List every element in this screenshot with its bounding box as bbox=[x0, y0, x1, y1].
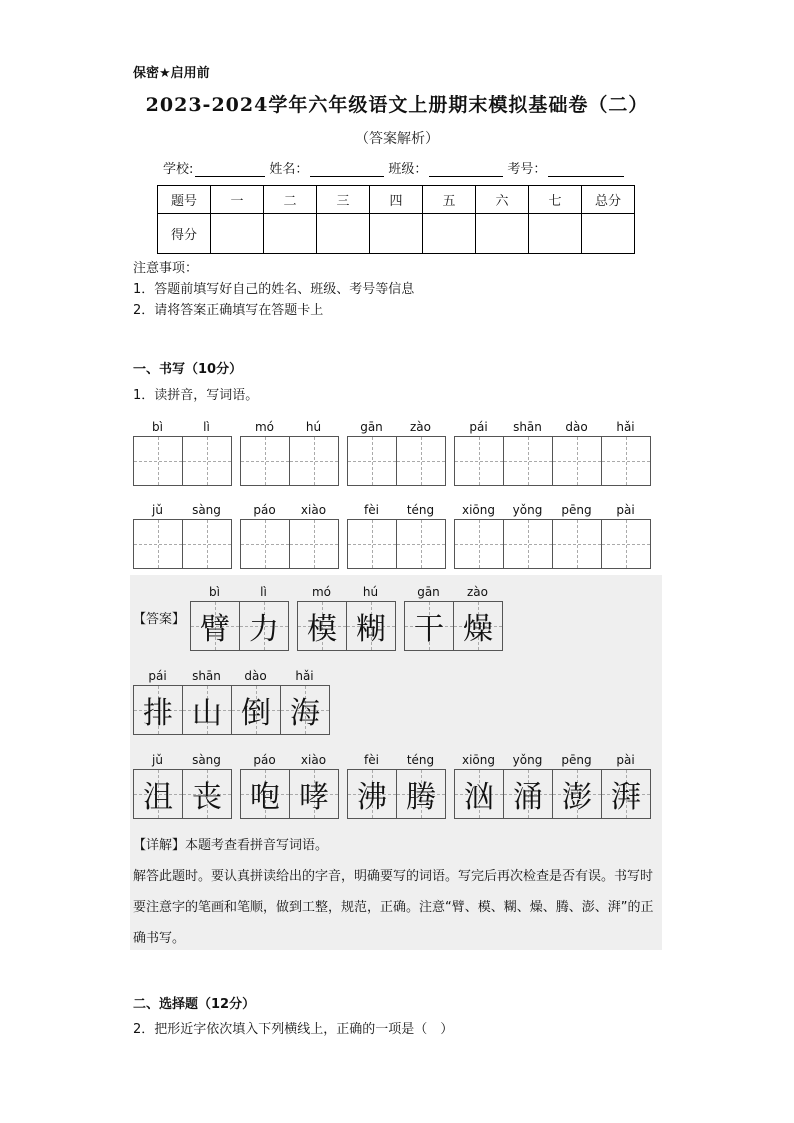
column-1: 一 bbox=[211, 186, 264, 214]
answer-box bbox=[290, 770, 339, 818]
score-table-score-row bbox=[158, 214, 635, 254]
writing-box[interactable] bbox=[348, 520, 397, 568]
pinyin: sàng bbox=[192, 753, 221, 767]
answer-char: 模 bbox=[307, 612, 337, 647]
column-total: 总分 bbox=[582, 186, 635, 214]
writing-box[interactable] bbox=[455, 520, 504, 568]
answer-char: 排 bbox=[143, 696, 173, 731]
question-2: 2．把形近字依次填入下列横线上，正确的一项是（ ） bbox=[133, 1022, 454, 1037]
answer-char: 丧 bbox=[192, 780, 222, 815]
answer-char: 倒 bbox=[241, 696, 271, 731]
pinyin: páo bbox=[253, 753, 276, 767]
writing-box[interactable] bbox=[290, 437, 339, 485]
answer-char: 臂 bbox=[200, 612, 230, 647]
answer-box bbox=[298, 602, 347, 650]
score-table bbox=[157, 185, 635, 254]
exam-number-label: 考号： bbox=[507, 162, 547, 177]
name-label: 姓名： bbox=[269, 162, 309, 177]
pinyin: pái bbox=[148, 669, 167, 683]
answer-box bbox=[191, 602, 240, 650]
pinyin: páo bbox=[253, 503, 276, 517]
score-cell[interactable] bbox=[529, 214, 582, 254]
answer-char: 涌 bbox=[513, 780, 543, 815]
pinyin: mó bbox=[311, 585, 332, 599]
answer-char: 力 bbox=[249, 612, 279, 647]
score-table-header-row bbox=[158, 186, 635, 214]
score-cell[interactable] bbox=[264, 214, 317, 254]
writing-box[interactable] bbox=[290, 520, 339, 568]
answer-group bbox=[240, 751, 339, 819]
answer-char: 沮 bbox=[143, 780, 173, 815]
writing-box[interactable] bbox=[504, 437, 553, 485]
writing-grid bbox=[133, 519, 232, 569]
pinyin: pái bbox=[469, 420, 488, 434]
pinyin-group bbox=[454, 501, 651, 569]
answer-box bbox=[455, 770, 504, 818]
answer-box bbox=[134, 686, 183, 734]
pinyin: yǒng bbox=[512, 753, 543, 767]
pinyin: gān bbox=[417, 585, 440, 599]
column-3: 三 bbox=[317, 186, 370, 214]
writing-box[interactable] bbox=[241, 520, 290, 568]
pinyin: dào bbox=[244, 669, 267, 683]
answer-grid bbox=[190, 601, 289, 651]
pinyin: mó bbox=[254, 420, 275, 434]
answer-box bbox=[232, 686, 281, 734]
pinyin: pēng bbox=[561, 753, 592, 767]
score-cell[interactable] bbox=[476, 214, 529, 254]
pinyin: hú bbox=[362, 585, 379, 599]
section-2-title: 二、选择题（12分） bbox=[133, 997, 256, 1012]
answer-char: 澎 bbox=[562, 780, 592, 815]
pinyin: bì bbox=[152, 420, 163, 434]
answer-grid bbox=[404, 601, 503, 651]
pinyin: gān bbox=[360, 420, 383, 434]
writing-box[interactable] bbox=[134, 520, 183, 568]
answer-box bbox=[405, 602, 454, 650]
answer-box bbox=[134, 770, 183, 818]
pinyin: jǔ bbox=[152, 503, 163, 517]
score-cell[interactable] bbox=[582, 214, 635, 254]
writing-box[interactable] bbox=[504, 520, 553, 568]
pinyin: shān bbox=[513, 420, 542, 434]
writing-grid bbox=[347, 436, 446, 486]
column-4: 四 bbox=[370, 186, 423, 214]
writing-grid bbox=[240, 436, 339, 486]
answer-group bbox=[404, 583, 503, 651]
school-label: 学校: bbox=[163, 162, 194, 177]
answer-group bbox=[190, 583, 289, 651]
page-title: 2023-2024学年六年级语文上册期末模拟基础卷（二） bbox=[145, 94, 649, 116]
pinyin: jǔ bbox=[152, 753, 163, 767]
pinyin: fèi bbox=[364, 503, 379, 517]
pinyin: lì bbox=[203, 420, 210, 434]
answer-box bbox=[454, 602, 503, 650]
note-item: 1．答题前填写好自己的姓名、班级、考号等信息 bbox=[133, 282, 415, 297]
answer-char: 湃 bbox=[611, 780, 641, 815]
answer-group bbox=[454, 751, 651, 819]
pinyin: lì bbox=[260, 585, 267, 599]
pinyin: pài bbox=[616, 753, 635, 767]
pinyin: téng bbox=[406, 753, 435, 767]
question-1: 1．读拼音，写词语。 bbox=[133, 388, 259, 403]
student-info-line bbox=[163, 158, 628, 177]
pinyin-group bbox=[133, 501, 232, 569]
pinyin-group bbox=[347, 501, 446, 569]
explanation-heading: 【详解】本题考查看拼音写词语。 bbox=[133, 838, 329, 853]
answer-box bbox=[183, 770, 232, 818]
answer-char: 腾 bbox=[406, 780, 436, 815]
pinyin: hú bbox=[305, 420, 322, 434]
writing-grid bbox=[133, 436, 232, 486]
answer-grid bbox=[240, 769, 339, 819]
notes-heading: 注意事项： bbox=[133, 261, 199, 276]
pinyin: yǒng bbox=[512, 503, 543, 517]
writing-box[interactable] bbox=[602, 520, 651, 568]
pinyin: hǎi bbox=[616, 420, 635, 434]
pinyin-group bbox=[240, 418, 339, 486]
answer-group bbox=[297, 583, 396, 651]
score-cell[interactable] bbox=[370, 214, 423, 254]
answer-box bbox=[504, 770, 553, 818]
section-1-title: 一、书写（10分） bbox=[133, 362, 243, 377]
writing-box[interactable] bbox=[397, 437, 446, 485]
note-item: 2．请将答案正确填写在答题卡上 bbox=[133, 303, 324, 318]
answer-box bbox=[241, 770, 290, 818]
answer-grid bbox=[454, 769, 651, 819]
exam-number-field[interactable] bbox=[507, 158, 624, 177]
answer-label: 【答案】 bbox=[133, 612, 186, 627]
answer-char: 沸 bbox=[357, 780, 387, 815]
answer-box bbox=[553, 770, 602, 818]
answer-box bbox=[602, 770, 651, 818]
pinyin: pēng bbox=[561, 503, 592, 517]
pinyin: xiōng bbox=[462, 503, 495, 517]
pinyin: hǎi bbox=[295, 669, 314, 683]
pinyin: fèi bbox=[364, 753, 379, 767]
pinyin: sàng bbox=[192, 503, 221, 517]
answer-char: 哮 bbox=[299, 780, 329, 815]
writing-grid bbox=[240, 519, 339, 569]
name-field[interactable] bbox=[269, 158, 384, 177]
column-5: 五 bbox=[423, 186, 476, 214]
answer-explanation bbox=[133, 830, 663, 954]
column-7: 七 bbox=[529, 186, 582, 214]
pinyin: bì bbox=[209, 585, 220, 599]
class-field[interactable] bbox=[388, 158, 503, 177]
pinyin-group bbox=[347, 418, 446, 486]
explanation-text: 解答此题时。要认真拼读给出的字音，明确要写的词语。写完后再次检查是否有误。书写时要注意字的笔画和笔顺，做到工整，规范，正确。注意“臂、模、糊、燥、腾、澎、湃”的正确书写。 bbox=[133, 869, 654, 946]
answer-box bbox=[397, 770, 446, 818]
answer-char: 汹 bbox=[464, 780, 494, 815]
writing-grid bbox=[454, 519, 651, 569]
pinyin: pài bbox=[616, 503, 635, 517]
score-cell[interactable] bbox=[211, 214, 264, 254]
writing-grid bbox=[454, 436, 651, 486]
pinyin: xiào bbox=[300, 753, 327, 767]
page-subtitle: （答案解析） bbox=[355, 131, 439, 147]
writing-box[interactable] bbox=[348, 437, 397, 485]
score-label: 得分 bbox=[158, 214, 211, 254]
question-number-label: 题号 bbox=[158, 186, 211, 214]
pinyin: téng bbox=[406, 503, 435, 517]
score-cell[interactable] bbox=[317, 214, 370, 254]
answer-group bbox=[133, 751, 232, 819]
writing-grid bbox=[347, 519, 446, 569]
writing-box[interactable] bbox=[241, 437, 290, 485]
answer-char: 咆 bbox=[250, 780, 280, 815]
notes bbox=[133, 258, 414, 321]
column-6: 六 bbox=[476, 186, 529, 214]
answer-box bbox=[183, 686, 232, 734]
answer-char: 糊 bbox=[356, 612, 386, 647]
pinyin: zào bbox=[410, 420, 431, 434]
writing-box[interactable] bbox=[602, 437, 651, 485]
answer-box bbox=[348, 770, 397, 818]
writing-box[interactable] bbox=[183, 520, 232, 568]
pinyin-group bbox=[240, 501, 339, 569]
answer-box bbox=[347, 602, 396, 650]
pinyin: xiōng bbox=[462, 753, 495, 767]
writing-box[interactable] bbox=[553, 437, 602, 485]
writing-box[interactable] bbox=[553, 520, 602, 568]
writing-box[interactable] bbox=[134, 437, 183, 485]
answer-box bbox=[281, 686, 330, 734]
score-cell[interactable] bbox=[423, 214, 476, 254]
pinyin-group bbox=[454, 418, 651, 486]
answer-char: 海 bbox=[290, 696, 320, 731]
pinyin: dào bbox=[565, 420, 588, 434]
answer-group bbox=[133, 667, 330, 735]
pinyin: shān bbox=[192, 669, 221, 683]
answer-grid bbox=[133, 685, 330, 735]
pinyin-group bbox=[133, 418, 232, 486]
answer-box bbox=[240, 602, 289, 650]
column-2: 二 bbox=[264, 186, 317, 214]
answer-char: 燥 bbox=[463, 612, 493, 647]
class-label: 班级： bbox=[388, 162, 428, 177]
answer-grid bbox=[133, 769, 232, 819]
answer-char: 干 bbox=[414, 612, 444, 647]
writing-box[interactable] bbox=[183, 437, 232, 485]
answer-group bbox=[347, 751, 446, 819]
pinyin: zào bbox=[467, 585, 488, 599]
answer-grid bbox=[347, 769, 446, 819]
answer-grid bbox=[297, 601, 396, 651]
writing-box[interactable] bbox=[397, 520, 446, 568]
confidential-label: 保密★启用前 bbox=[133, 66, 210, 81]
pinyin: xiào bbox=[300, 503, 327, 517]
answer-char: 山 bbox=[192, 696, 222, 731]
writing-box[interactable] bbox=[455, 437, 504, 485]
school-field[interactable] bbox=[163, 158, 265, 177]
